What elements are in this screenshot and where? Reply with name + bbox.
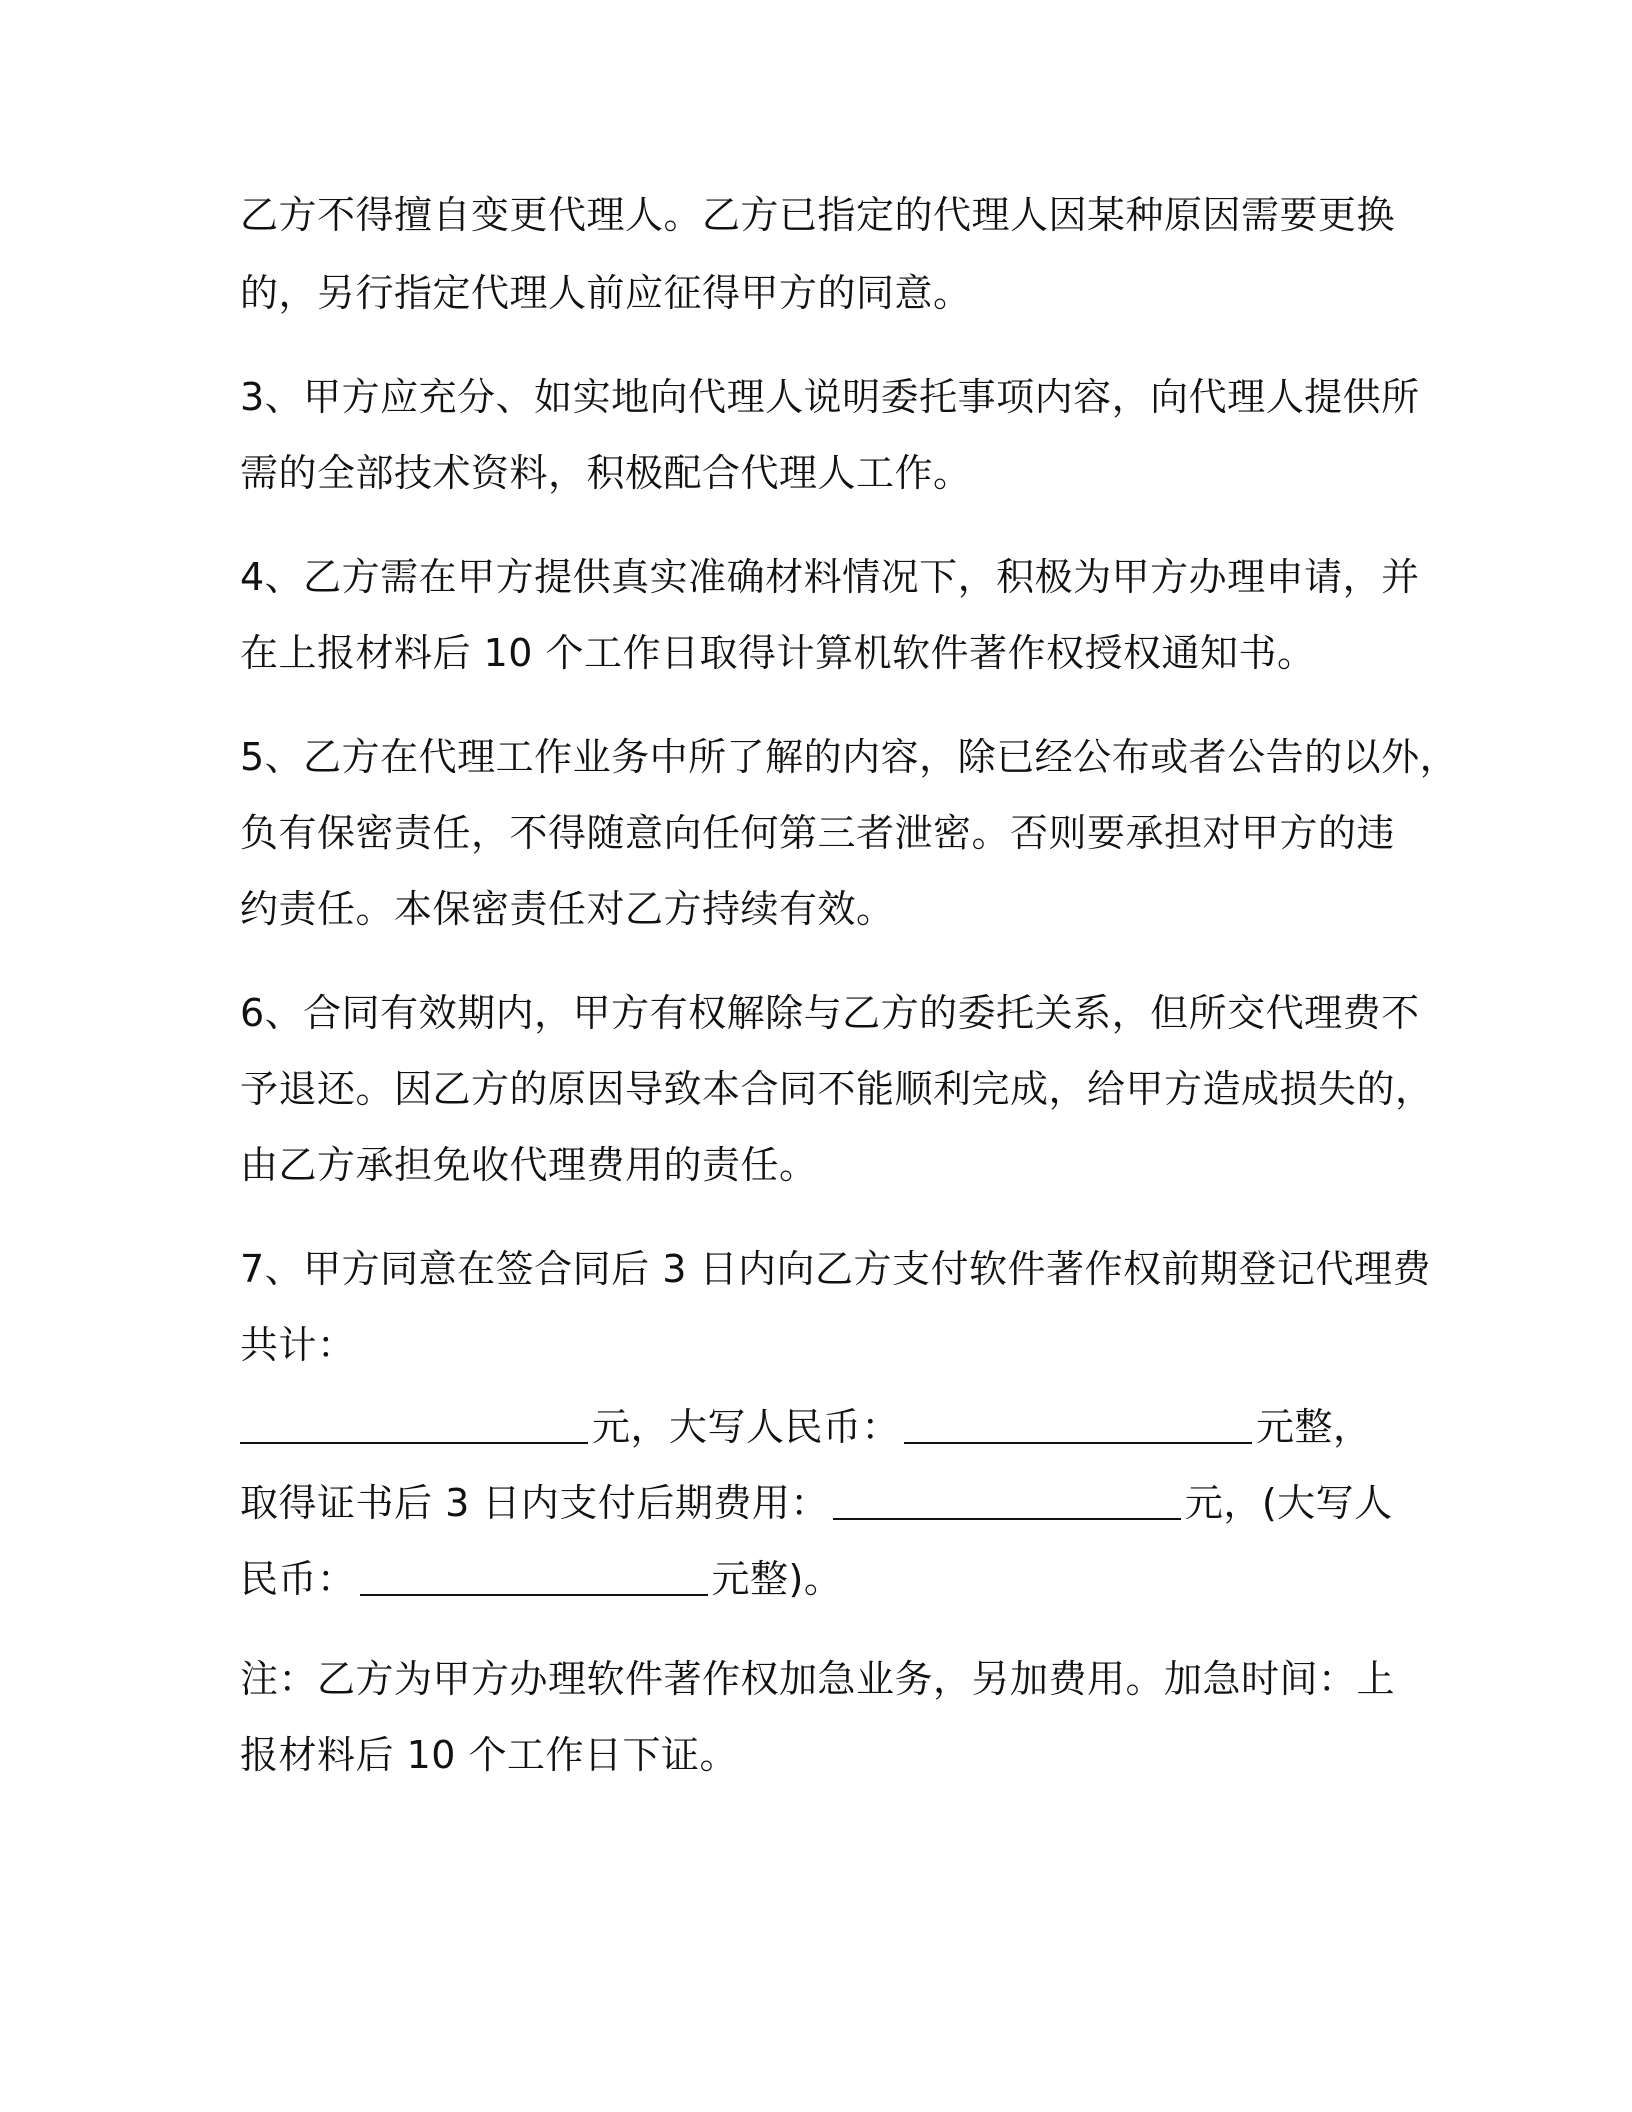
later-fee-label: 取得证书后 3 日内支付后期费用： — [240, 1481, 829, 1525]
clause-7-line-3 — [240, 1398, 1420, 1452]
clause-7-line-2: 共计： — [240, 1323, 356, 1367]
clause-5-line-1: 5、乙方在代理工作业务中所了解的内容，除已经公布或者公告的以外， — [240, 735, 1459, 779]
note-line-1: 注：乙方为甲方办理软件著作权加急业务，另加费用。加急时间：上 — [240, 1657, 1396, 1701]
clause-6-line-1: 6、合同有效期内，甲方有权解除与乙方的委托关系，但所交代理费不 — [240, 991, 1420, 1035]
amount-label-2: 元整， — [1256, 1405, 1372, 1449]
clause-7-line-5 — [240, 1550, 1420, 1604]
clause-3-line-2: 需的全部技术资料，积极配合代理人工作。 — [240, 451, 972, 495]
paragraph-1-line-1: 乙方不得擅自变更代理人。乙方已指定的代理人因某种原因需要更换 — [240, 193, 1396, 237]
rmb-label: 民币： — [240, 1557, 356, 1601]
clause-6-line-3: 由乙方承担免收代理费用的责任。 — [240, 1143, 818, 1187]
amount-blank-1[interactable] — [240, 1402, 588, 1444]
amount-blank-4[interactable] — [360, 1554, 708, 1596]
amount-blank-3[interactable] — [833, 1478, 1181, 1520]
note-line-2: 报材料后 10 个工作日下证。 — [240, 1733, 739, 1777]
clause-5-line-3: 约责任。本保密责任对乙方持续有效。 — [240, 887, 895, 931]
amount-blank-2[interactable] — [904, 1402, 1252, 1444]
clause-4-line-2: 在上报材料后 10 个工作日取得计算机软件著作权授权通知书。 — [240, 631, 1316, 675]
clause-3-line-1: 3、甲方应充分、如实地向代理人说明委托事项内容，向代理人提供所 — [240, 375, 1420, 419]
paragraph-1-line-2: 的，另行指定代理人前应征得甲方的同意。 — [240, 271, 972, 315]
clause-4-line-1: 4、乙方需在甲方提供真实准确材料情况下，积极为甲方办理申请，并 — [240, 555, 1420, 599]
clause-7-line-1: 7、甲方同意在签合同后 3 日内向乙方支付软件著作权前期登记代理费 — [240, 1247, 1432, 1291]
rmb-suffix: 元整)。 — [711, 1557, 843, 1601]
later-fee-suffix: 元，(大写人 — [1184, 1481, 1393, 1525]
amount-label-1: 元，大写人民币： — [592, 1405, 901, 1449]
clause-6-line-2: 予退还。因乙方的原因导致本合同不能顺利完成，给甲方造成损失的， — [240, 1067, 1434, 1111]
clause-7-line-4 — [240, 1474, 1420, 1528]
clause-5-line-2: 负有保密责任，不得随意向任何第三者泄密。否则要承担对甲方的违 — [240, 811, 1396, 855]
